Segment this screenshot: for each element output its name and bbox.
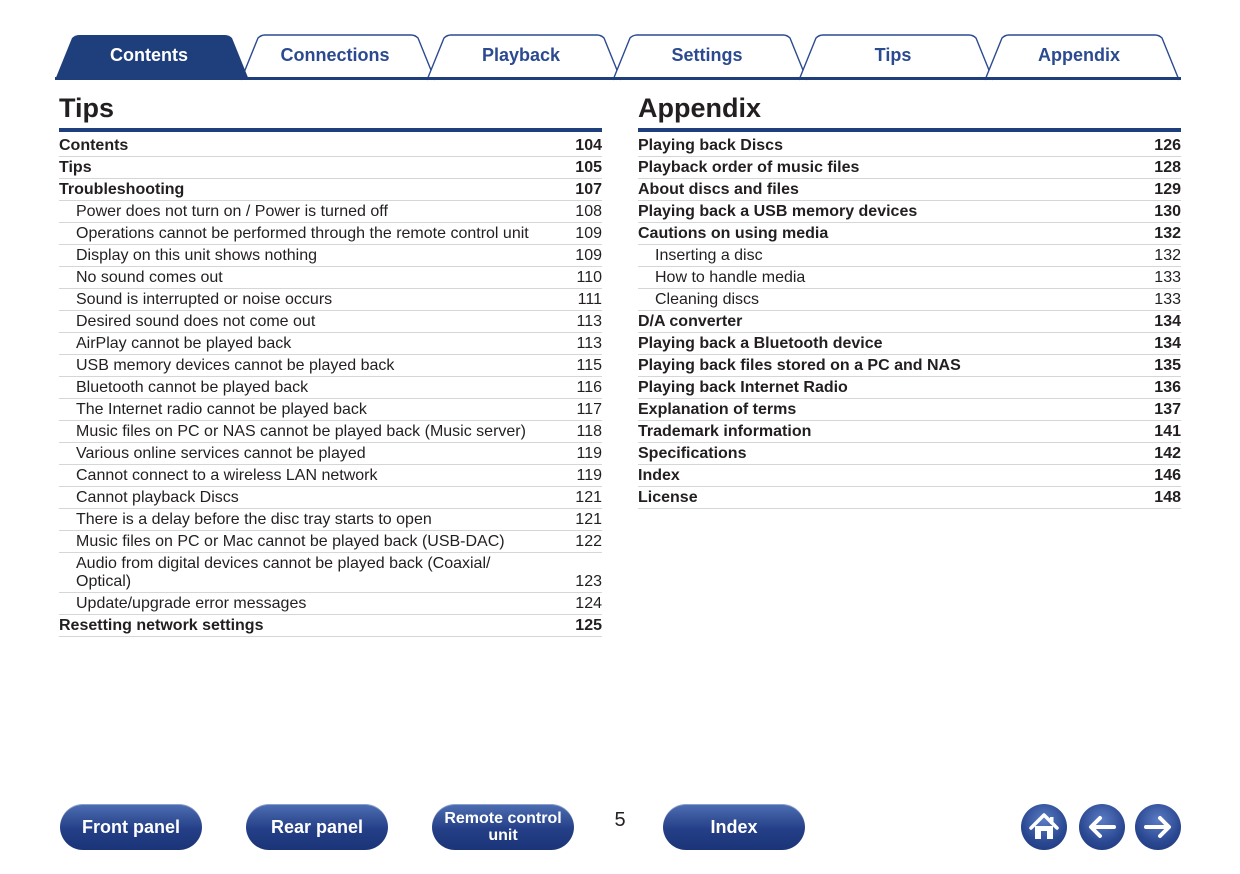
toc-entry-page: 133 [1154, 269, 1181, 286]
toc-entry-page: 132 [1154, 247, 1181, 264]
toc-entry[interactable] [59, 157, 602, 179]
toc-entry-page: 123 [575, 573, 602, 590]
home-button[interactable] [1021, 804, 1067, 850]
toc-entry-page: 132 [1154, 225, 1181, 242]
toc-entry-title: AirPlay cannot be played back [76, 335, 292, 352]
toc-entry-title: Trademark information [638, 423, 812, 440]
toc-entry[interactable] [59, 553, 602, 593]
toc-entry[interactable] [59, 465, 602, 487]
toc-entry-title: Cannot playback Discs [76, 489, 239, 506]
toc-entry-title: Inserting a disc [655, 247, 763, 264]
index-label: Index [710, 816, 758, 837]
toc-entry-title: Specifications [638, 445, 747, 462]
arrow-left-icon [1079, 804, 1125, 850]
toc-entry-page: 135 [1154, 357, 1181, 374]
toc-entry-page: 116 [576, 379, 602, 396]
tab-playback[interactable]: Playback [481, 45, 561, 65]
toc-entry[interactable] [638, 289, 1181, 311]
toc-entry-title: Explanation of terms [638, 401, 797, 418]
toc-entry-title: Various online services cannot be played [76, 445, 366, 462]
tab-tips[interactable]: Tips [874, 45, 912, 65]
toc-entry-page: 117 [576, 401, 602, 418]
toc-entry[interactable] [59, 245, 602, 267]
remote-control-label-line2: unit [488, 827, 518, 844]
toc-entry-page: 146 [1154, 467, 1181, 484]
toc-entry-title: Playing back files stored on a PC and NAS [638, 357, 961, 374]
toc-entry[interactable] [638, 179, 1181, 201]
toc-entry-page: 119 [576, 467, 602, 484]
tab-underline [55, 77, 1181, 80]
toc-entry-page: 118 [576, 423, 602, 440]
toc-entry-title: Desired sound does not come out [76, 313, 316, 330]
toc-entry-title: Power does not turn on / Power is turned off [76, 203, 388, 220]
toc-entry-title: Operations cannot be performed through the remote control unit [76, 225, 529, 242]
toc-entry[interactable] [638, 443, 1181, 465]
toc-entry-title: Music files on PC or Mac cannot be played back (USB-DAC) [76, 533, 505, 550]
toc-entry-title: The Internet radio cannot be played back [76, 401, 367, 418]
toc-entry-page: 142 [1154, 445, 1181, 462]
toc-entry-page: 122 [575, 533, 602, 550]
toc-entry-title: Sound is interrupted or noise occurs [76, 291, 333, 308]
toc-entry-page: 130 [1154, 203, 1181, 220]
toc-entry-title: Playing back a USB memory devices [638, 203, 918, 220]
toc-entry[interactable] [638, 355, 1181, 377]
tab-contents[interactable]: Contents [110, 45, 188, 65]
toc-entry[interactable] [59, 289, 602, 311]
rear-panel-button[interactable] [246, 804, 388, 850]
toc-entry-title: Contents [59, 137, 129, 154]
toc-entry-title: Cannot connect to a wireless LAN network [76, 467, 378, 484]
index-button[interactable] [663, 804, 805, 850]
page-number: 5 [614, 809, 626, 831]
toc-entry-page: 109 [575, 247, 602, 264]
section-title: Appendix [638, 93, 762, 123]
toc-entry-title: How to handle media [655, 269, 806, 286]
toc-entry-page: 110 [576, 269, 602, 286]
toc-entry-page: 121 [575, 489, 602, 506]
toc-entry[interactable] [638, 223, 1181, 245]
toc-entry-title: D/A converter [638, 313, 743, 330]
toc-entry[interactable] [59, 615, 602, 637]
toc-entry[interactable] [638, 465, 1181, 487]
toc-entry-page: 136 [1154, 379, 1181, 396]
toc-entry-title: Playing back Internet Radio [638, 379, 848, 396]
toc-entry-title: There is a delay before the disc tray starts to open [76, 511, 432, 528]
toc-entry-page: 125 [575, 617, 602, 634]
toc-entry[interactable] [638, 377, 1181, 399]
remote-control-label-line1: Remote control [444, 810, 562, 827]
toc-entry-title: Update/upgrade error messages [76, 595, 307, 612]
toc-entry-title: Music files on PC or NAS cannot be played back (Music server) [76, 423, 526, 440]
forward-button[interactable] [1135, 804, 1181, 850]
toc-entry-page: 124 [575, 595, 602, 612]
toc-entry[interactable] [59, 333, 602, 355]
toc-entry-page: 134 [1154, 313, 1181, 330]
toc-entry[interactable] [59, 487, 602, 509]
toc-entry[interactable] [638, 311, 1181, 333]
toc-entry[interactable] [638, 421, 1181, 443]
toc-entry[interactable] [59, 223, 602, 245]
appendix-section [638, 90, 1181, 509]
toc-entry-title: No sound comes out [76, 269, 223, 286]
toc-list [59, 135, 602, 637]
toc-entry-page: 133 [1154, 291, 1181, 308]
toc-entry[interactable] [59, 135, 602, 157]
tab-connections[interactable]: Connections [280, 45, 390, 65]
toc-entry[interactable] [638, 267, 1181, 289]
toc-entry-title: Cautions on using media [638, 225, 829, 242]
toc-entry-title: Cleaning discs [655, 291, 760, 308]
toc-entry[interactable] [59, 421, 602, 443]
toc-entry[interactable] [638, 399, 1181, 421]
section-rule [638, 128, 1181, 132]
toc-entry[interactable] [59, 267, 602, 289]
toc-entry[interactable] [59, 443, 602, 465]
toc-entry[interactable] [59, 311, 602, 333]
toc-entry[interactable] [638, 487, 1181, 509]
toc-entry-page: 109 [575, 225, 602, 242]
toc-entry[interactable] [638, 201, 1181, 223]
toc-entry-page: 107 [575, 181, 602, 198]
toc-entry-title: Display on this unit shows nothing [76, 247, 318, 264]
toc-entry-title: Playing back a Bluetooth device [638, 335, 883, 352]
toc-entry-title: Tips [59, 159, 92, 176]
toc-entry[interactable] [59, 399, 602, 421]
section-rule [59, 128, 602, 132]
toc-entry-page: 128 [1154, 159, 1181, 176]
toc-entry[interactable] [59, 531, 602, 553]
toc-entry-page: 126 [1154, 137, 1181, 154]
toc-entry-page: 113 [576, 313, 602, 330]
toc-entry[interactable] [638, 157, 1181, 179]
toc-entry-title: USB memory devices cannot be played back [76, 357, 395, 374]
tips-section [59, 90, 602, 637]
toc-entry-page: 129 [1154, 181, 1181, 198]
toc-entry[interactable] [59, 509, 602, 531]
toc-entry[interactable] [59, 201, 602, 223]
tab-strip [55, 33, 1181, 80]
toc-entry-title: Bluetooth cannot be played back [76, 379, 309, 396]
toc-entry[interactable] [638, 135, 1181, 157]
toc-entry-title: Resetting network settings [59, 617, 264, 634]
arrow-right-icon [1135, 804, 1181, 850]
toc-entry-page: 141 [1154, 423, 1181, 440]
home-icon [1021, 804, 1067, 850]
toc-entry-page: 121 [575, 511, 602, 528]
toc-entry-title: License [638, 489, 698, 506]
toc-entry-page: 104 [575, 137, 602, 154]
toc-entry-title: Playback order of music files [638, 159, 860, 176]
front-panel-label: Front panel [82, 816, 180, 837]
tab-appendix[interactable]: Appendix [1037, 45, 1120, 65]
toc-entry[interactable] [59, 355, 602, 377]
toc-entry[interactable] [638, 333, 1181, 355]
toc-entry-page: 111 [577, 291, 602, 308]
rear-panel-label: Rear panel [270, 816, 364, 837]
toc-entry-title: Troubleshooting [59, 181, 185, 198]
toc-entry-title: Audio from digital devices cannot be played back (Coaxial/ Optical) [76, 555, 491, 590]
toc-entry-page: 119 [576, 445, 602, 462]
section-title: Tips [59, 93, 115, 123]
toc-entry-page: 137 [1154, 401, 1181, 418]
toc-entry-title: Playing back Discs [638, 137, 783, 154]
toc-entry-page: 113 [576, 335, 602, 352]
back-button[interactable] [1079, 804, 1125, 850]
toc-entry-page: 134 [1154, 335, 1181, 352]
toc-entry-page: 108 [575, 203, 602, 220]
toc-list [638, 135, 1181, 509]
toc-entry-page: 105 [575, 159, 602, 176]
front-panel-button[interactable] [60, 804, 202, 850]
toc-entry-title: Index [638, 467, 680, 484]
tab-settings[interactable]: Settings [671, 45, 743, 65]
toc-entry[interactable] [59, 179, 602, 201]
toc-entry[interactable] [638, 245, 1181, 267]
toc-entry-page: 148 [1154, 489, 1181, 506]
toc-entry-title: About discs and files [638, 181, 799, 198]
toc-entry[interactable] [59, 593, 602, 615]
remote-control-unit-button[interactable] [432, 804, 574, 850]
toc-entry[interactable] [59, 377, 602, 399]
toc-entry-page: 115 [576, 357, 602, 374]
